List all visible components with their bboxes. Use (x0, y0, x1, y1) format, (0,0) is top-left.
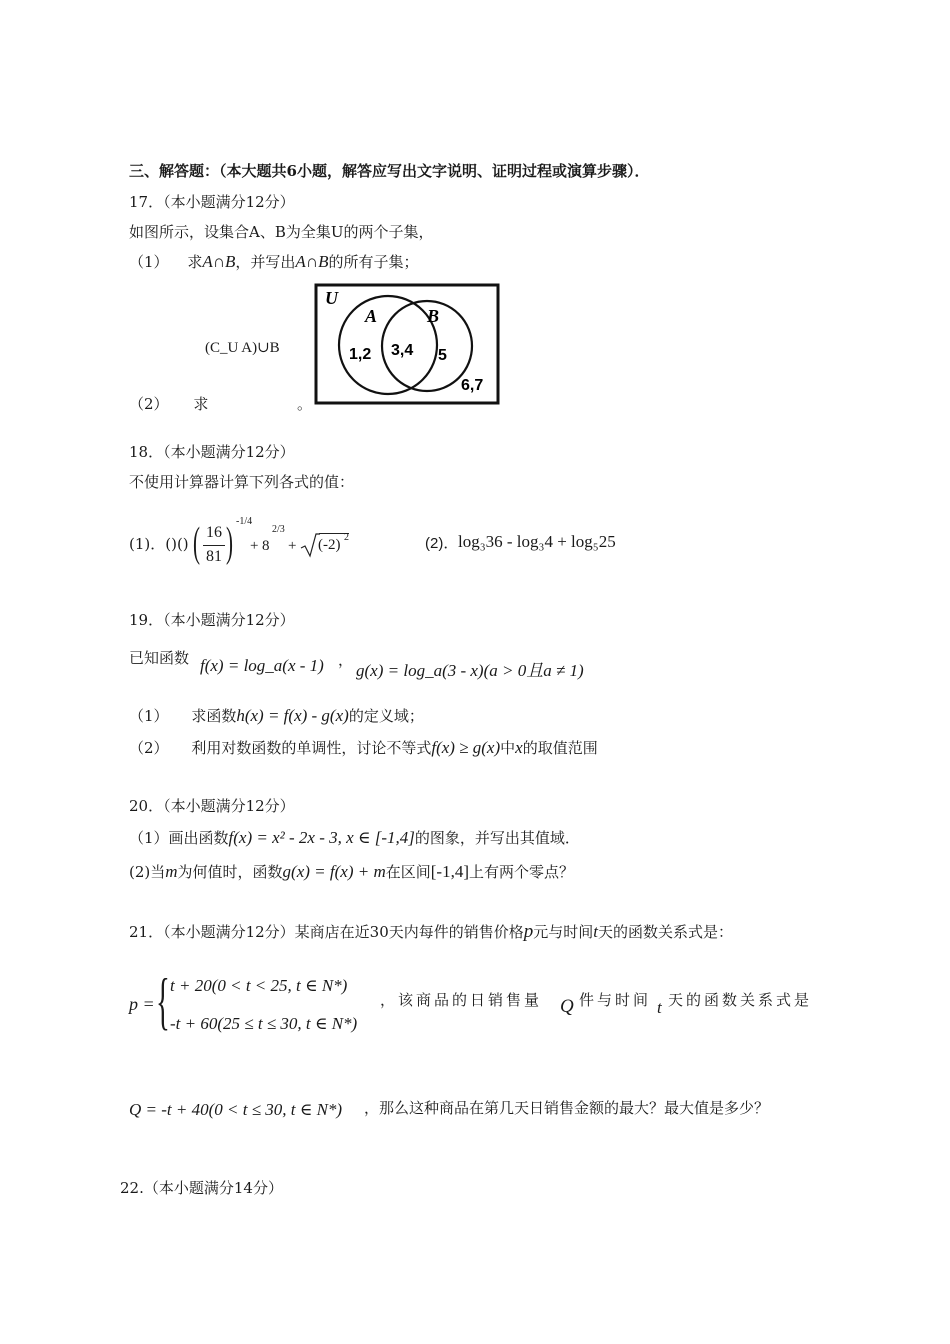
q21-title-line (129, 922, 733, 942)
section-header: 三、解答题：（本大题共6小题，解答应写出文字说明、证明过程或演算步骤）． (129, 162, 650, 180)
q19-given-pre: 已知函数 (129, 649, 190, 667)
q20-p2-mid2: 在区间 (385, 863, 431, 881)
q17-part2 (129, 394, 208, 414)
q19-p2-pre: 利用对数函数的单调性，讨论不等式 (191, 739, 432, 757)
q20-p2-var: m (165, 862, 178, 881)
q18-plus2: + (288, 538, 297, 554)
q21-case2: -t + 60(25 ≤ t ≤ 30, t ∈ N*) (170, 1014, 358, 1033)
q18-lparen: ( (193, 520, 200, 566)
q20-p1-post: 的图象，并写出其值域． (414, 829, 580, 847)
q20-p2-pre: (2)当 (129, 863, 166, 881)
q18-frac-den: 81 (206, 548, 222, 565)
q22-title: 22.（本小题满分14分） (120, 1179, 283, 1197)
q18-intro: 不使用计算器计算下列各式的值： (129, 473, 355, 491)
venn-only-b: 5 (438, 347, 447, 364)
q18-frac-bar (203, 545, 225, 546)
q17-p2-label: （2） (129, 395, 169, 413)
q21-q-var: Q (560, 996, 574, 1017)
q19-f-def: f(x) = log_a(x - 1) (200, 656, 324, 675)
q20-p2-expr: g(x) = f(x) + m (282, 862, 386, 881)
q20-p1-expr: f(x) = x² - 2x - 3, x ∈ [-1,4] (228, 828, 415, 847)
q19-g-def: g(x) = log_a(3 - x)(a > 0且a ≠ 1) (356, 661, 584, 680)
q18-title: 18．（本小题满分12分） (129, 443, 295, 461)
venn-outside: 6,7 (461, 377, 484, 394)
q20-title: 20．（本小题满分12分） (129, 797, 295, 815)
venn-only-a: 1,2 (349, 346, 372, 363)
q19-sep: ， (338, 651, 354, 669)
q17-intro: 如图所示，设集合A、B为全集U的两个子集， (129, 223, 434, 241)
venn-a-label: A (365, 306, 378, 326)
q21-mid2: 天的函数关系式是： (598, 923, 734, 941)
q21-title-text: 21．（本小题满分12分）某商店在近30天内每件的销售价格 (129, 923, 524, 941)
q20-part1 (129, 828, 580, 848)
venn-b-label: B (427, 306, 440, 326)
q18-exp2: 2/3 (272, 524, 285, 535)
q20-p1-pre: （1）画出函数 (129, 829, 229, 847)
q21-q-def: Q = -t + 40(0 < t ≤ 30, t ∈ N*) (129, 1100, 343, 1119)
q21-t-var2: t (657, 998, 662, 1017)
q20-p2-mid1: 为何值时，函数 (177, 863, 283, 881)
venn-universe-label: U (325, 288, 338, 308)
q21-case1: t + 20(0 < t < 25, t ∈ N*) (170, 976, 348, 995)
q19-part2 (129, 738, 598, 758)
q19-p2-var: x (515, 738, 523, 757)
q19-part1 (129, 706, 424, 726)
q18-plus1: + (250, 538, 259, 554)
venn-diagram (313, 282, 501, 406)
q18-rparen: ) (226, 520, 233, 566)
set-a-circle (339, 296, 440, 394)
q21-after-cases: ，该商品的日销售量 (380, 991, 543, 1009)
sqrt-icon (300, 532, 320, 558)
q17-p1-mid: ，并写出 (235, 253, 296, 271)
q19-title: 19．（本小题满分12分） (129, 611, 295, 629)
q17-p1-post: 的所有子集； (328, 253, 419, 271)
q18-exp1: -1/4 (236, 516, 253, 527)
q17-p2-end: 。 (297, 395, 313, 413)
q20-part2 (129, 862, 574, 882)
q17-p1-pre: 求 (187, 253, 203, 271)
q18-p2-expr: log₃36 - log₃4 + log₅25 (458, 532, 616, 551)
q18-frac-num: 16 (206, 524, 222, 541)
q20-p2-post: 上有两个零点？ (468, 863, 574, 881)
q17-title: 17．（本小题满分12分） (129, 193, 295, 211)
q17-p2-pre: 求 (193, 395, 209, 413)
q19-p1-pre: 求函数 (191, 707, 237, 725)
q21-t-var: t (593, 922, 599, 941)
q17-p1-expr2: A∩B (295, 252, 329, 271)
q17-p1-expr1: A∩B (202, 252, 236, 271)
q18-p2-label: (2)． (425, 535, 459, 552)
q18-base2: 8 (262, 538, 270, 554)
q19-p2-mid: 中 (500, 739, 516, 757)
q19-p1-label: （1） (129, 707, 169, 725)
venn-both: 3,4 (391, 342, 414, 359)
q19-p1-post: 的定义域； (348, 707, 424, 725)
q21-question: ，那么这种商品在第几天日销售金额的最大？最大值是多少？ (364, 1099, 770, 1117)
q18-p1-label: (1)．()() (129, 535, 189, 553)
q21-p-lhs: p = (129, 994, 155, 1014)
q21-mid1: 元与时间 (533, 923, 594, 941)
q17-part1 (129, 252, 418, 272)
q21-brace-icon: { (156, 965, 170, 1036)
q18-radicand: (-2) (318, 537, 341, 553)
q19-p2-post: 的取值范围 (522, 739, 598, 757)
q17-p1-label: （1） (129, 253, 169, 271)
q19-p1-expr: h(x) = f(x) - g(x) (236, 706, 349, 725)
q21-p-var: p (523, 921, 534, 942)
q19-p2-label: （2） (129, 739, 169, 757)
q17-p2-expr: (C_U A)∪B (205, 340, 280, 356)
q21-mid3: 件与时间 (579, 991, 652, 1009)
q21-mid4: 天的函数关系式是 (668, 991, 813, 1009)
q19-p2-expr: f(x) ≥ g(x) (431, 738, 501, 757)
q18-rad-exp: 2 (344, 532, 349, 543)
q20-p2-interval: [-1,4] (430, 862, 469, 881)
